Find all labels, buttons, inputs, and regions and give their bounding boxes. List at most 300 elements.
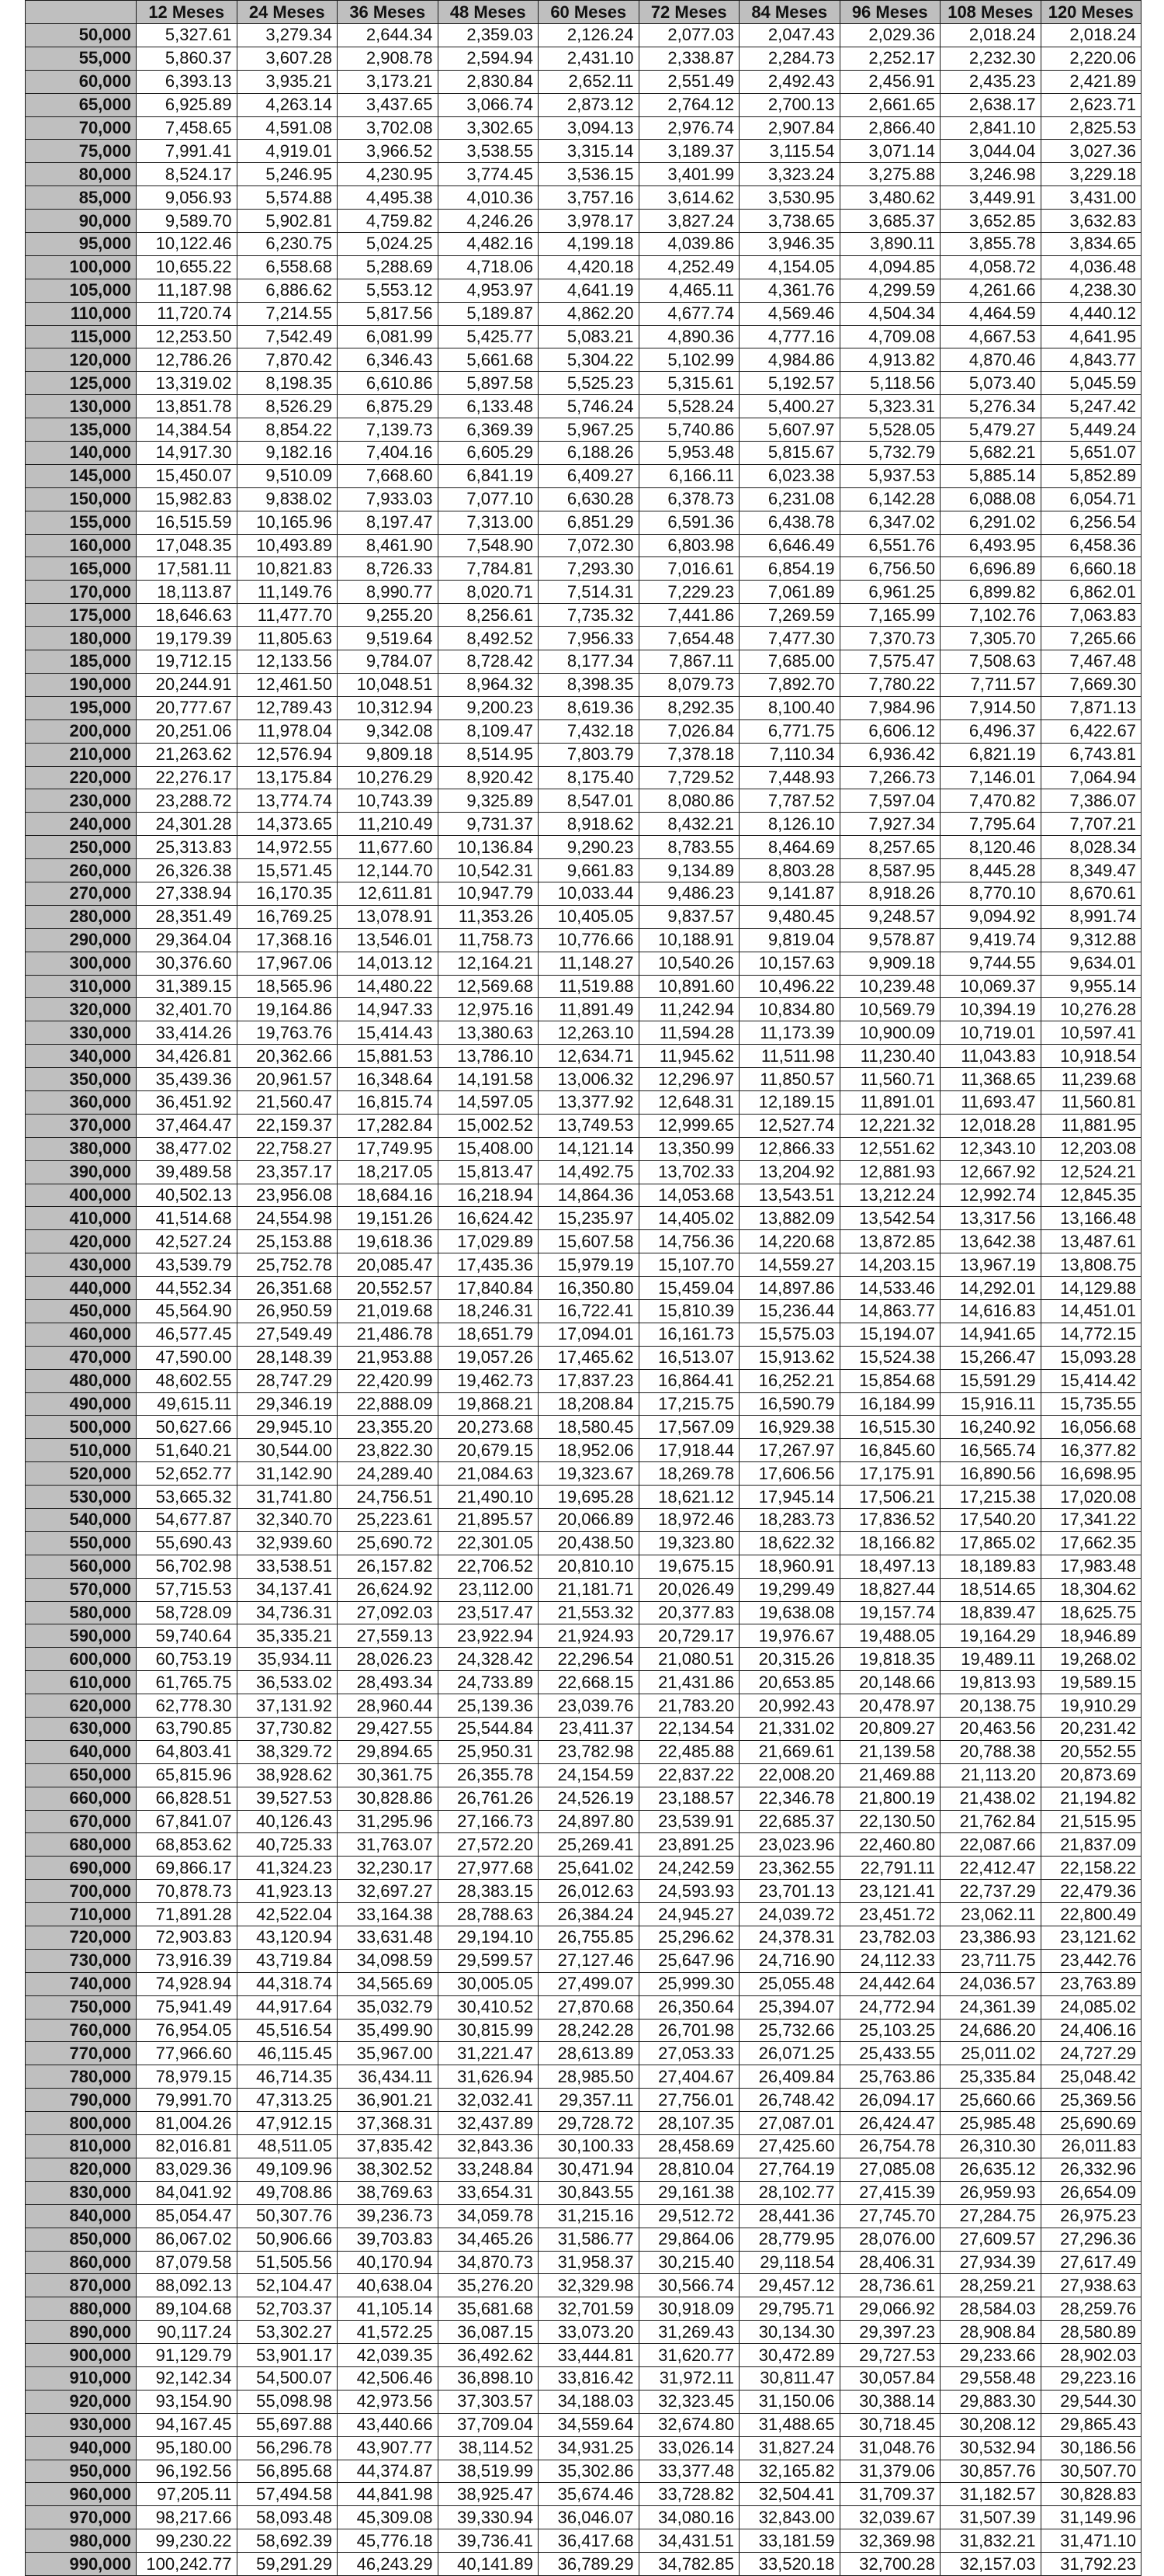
- payment-cell: 6,875.29: [338, 395, 438, 418]
- payment-cell: 60,753.19: [137, 1648, 237, 1671]
- payment-cell: 10,655.22: [137, 255, 237, 279]
- payment-cell: 15,591.29: [941, 1369, 1041, 1392]
- payment-cell: 32,700.28: [840, 2553, 941, 2576]
- payment-cell: 16,184.99: [840, 1392, 941, 1416]
- payment-cell: 20,138.75: [941, 1694, 1041, 1718]
- payment-cell: 4,953.97: [438, 279, 539, 302]
- payment-cell: 10,493.89: [237, 534, 338, 557]
- payment-cell: 28,779.95: [740, 2228, 840, 2251]
- loan-amount-cell: 410,000: [26, 1207, 137, 1230]
- payment-cell: 5,192.57: [740, 372, 840, 395]
- payment-cell: 6,054.71: [1041, 487, 1141, 511]
- payment-cell: 14,191.58: [438, 1068, 539, 1091]
- payment-cell: 22,087.66: [941, 1833, 1041, 1857]
- payment-cell: 5,682.21: [941, 442, 1041, 465]
- payment-cell: 21,560.47: [237, 1090, 338, 1114]
- payment-cell: 33,520.18: [740, 2553, 840, 2576]
- payment-cell: 38,519.99: [438, 2460, 539, 2483]
- payment-cell: 15,524.38: [840, 1346, 941, 1369]
- payment-cell: 29,795.71: [740, 2297, 840, 2321]
- table-row: [26, 557, 1141, 581]
- payment-cell: 34,080.16: [639, 2506, 740, 2529]
- payment-cell: 2,841.10: [941, 116, 1041, 140]
- loan-amount-cell: 195,000: [26, 696, 137, 719]
- payment-cell: 4,465.11: [639, 279, 740, 302]
- payment-cell: 22,276.17: [137, 766, 237, 789]
- payment-cell: 2,126.24: [539, 24, 639, 47]
- payment-cell: 5,902.81: [237, 210, 338, 233]
- table-row: [26, 1718, 1141, 1741]
- payment-cell: 12,524.21: [1041, 1160, 1141, 1184]
- payment-cell: 4,641.19: [539, 279, 639, 302]
- table-row: [26, 928, 1141, 952]
- payment-cell: 20,231.42: [1041, 1718, 1141, 1741]
- payment-cell: 14,492.75: [539, 1160, 639, 1184]
- payment-cell: 3,935.21: [237, 70, 338, 93]
- payment-cell: 5,817.56: [338, 302, 438, 325]
- header-corner-cell: [26, 1, 137, 24]
- table-row: [26, 1787, 1141, 1810]
- payment-cell: 3,827.24: [639, 210, 740, 233]
- payment-cell: 30,811.47: [740, 2366, 840, 2390]
- payment-cell: 20,085.47: [338, 1253, 438, 1277]
- payment-cell: 24,772.94: [840, 1995, 941, 2019]
- table-row: [26, 1021, 1141, 1045]
- payment-cell: 87,079.58: [137, 2251, 237, 2274]
- payment-cell: 52,652.77: [137, 1462, 237, 1486]
- payment-cell: 13,204.92: [740, 1160, 840, 1184]
- payment-cell: 33,248.84: [438, 2158, 539, 2181]
- payment-cell: 64,803.41: [137, 1740, 237, 1763]
- payment-cell: 36,492.62: [438, 2344, 539, 2367]
- payment-cell: 4,759.82: [338, 210, 438, 233]
- header-row: [26, 1, 1141, 24]
- payment-cell: 25,647.96: [639, 1949, 740, 1972]
- payment-cell: 13,774.74: [237, 789, 338, 813]
- payment-cell: 9,290.23: [539, 836, 639, 859]
- payment-cell: 14,897.86: [740, 1277, 840, 1300]
- payment-cell: 31,488.65: [740, 2413, 840, 2436]
- payment-cell: 5,073.40: [941, 372, 1041, 395]
- loan-amount-cell: 880,000: [26, 2297, 137, 2321]
- payment-cell: 28,902.03: [1041, 2344, 1141, 2367]
- payment-cell: 6,188.26: [539, 442, 639, 465]
- table-body: [26, 24, 1141, 2576]
- payment-cell: 26,624.92: [338, 1578, 438, 1601]
- payment-cell: 26,755.85: [539, 1926, 639, 1950]
- table-row: [26, 1624, 1141, 1648]
- column-header: 24 Meses: [237, 1, 338, 24]
- table-row: [26, 163, 1141, 186]
- loan-amount-cell: 80,000: [26, 163, 137, 186]
- payment-cell: 32,939.60: [237, 1531, 338, 1555]
- payment-cell: 31,832.21: [941, 2529, 1041, 2553]
- payment-cell: 5,323.31: [840, 395, 941, 418]
- payment-cell: 17,865.02: [941, 1531, 1041, 1555]
- payment-cell: 8,728.42: [438, 650, 539, 674]
- table-row: [26, 1277, 1141, 1300]
- payment-cell: 68,853.62: [137, 1833, 237, 1857]
- payment-cell: 7,061.89: [740, 581, 840, 604]
- payment-cell: 3,437.65: [338, 93, 438, 116]
- payment-cell: 6,496.37: [941, 719, 1041, 743]
- payment-cell: 3,027.36: [1041, 140, 1141, 163]
- payment-cell: 15,607.58: [539, 1230, 639, 1253]
- payment-cell: 7,072.30: [539, 534, 639, 557]
- loan-amount-cell: 560,000: [26, 1555, 137, 1578]
- payment-cell: 29,864.06: [639, 2228, 740, 2251]
- loan-amount-cell: 150,000: [26, 487, 137, 511]
- payment-cell: 27,085.08: [840, 2158, 941, 2181]
- loan-amount-cell: 440,000: [26, 1277, 137, 1300]
- loan-amount-cell: 710,000: [26, 1903, 137, 1926]
- payment-cell: 27,549.49: [237, 1323, 338, 1346]
- payment-cell: 36,434.11: [338, 2065, 438, 2089]
- payment-cell: 39,330.94: [438, 2506, 539, 2529]
- payment-cell: 15,810.39: [639, 1299, 740, 1323]
- payment-cell: 21,762.84: [941, 1810, 1041, 1833]
- payment-cell: 12,164.21: [438, 952, 539, 975]
- payment-cell: 7,110.34: [740, 743, 840, 766]
- payment-cell: 26,975.23: [1041, 2204, 1141, 2228]
- payment-cell: 9,480.45: [740, 905, 840, 928]
- payment-cell: 6,347.02: [840, 511, 941, 534]
- payment-cell: 9,200.23: [438, 696, 539, 719]
- payment-cell: 31,471.10: [1041, 2529, 1141, 2553]
- payment-cell: 14,292.01: [941, 1277, 1041, 1300]
- payment-cell: 7,542.49: [237, 325, 338, 348]
- payment-cell: 7,685.00: [740, 650, 840, 674]
- payment-cell: 21,486.78: [338, 1323, 438, 1346]
- payment-cell: 10,776.66: [539, 928, 639, 952]
- payment-cell: 30,208.12: [941, 2413, 1041, 2436]
- payment-cell: 21,019.68: [338, 1299, 438, 1323]
- payment-cell: 47,912.15: [237, 2112, 338, 2135]
- payment-cell: 24,716.90: [740, 1949, 840, 1972]
- payment-cell: 3,044.04: [941, 140, 1041, 163]
- payment-cell: 29,945.10: [237, 1416, 338, 1439]
- payment-cell: 18,839.47: [941, 1601, 1041, 1624]
- payment-cell: 16,515.30: [840, 1416, 941, 1439]
- payment-cell: 3,834.65: [1041, 233, 1141, 256]
- payment-cell: 14,863.77: [840, 1299, 941, 1323]
- payment-cell: 33,816.42: [539, 2366, 639, 2390]
- payment-cell: 18,827.44: [840, 1578, 941, 1601]
- payment-cell: 4,718.06: [438, 255, 539, 279]
- payment-cell: 23,062.11: [941, 1903, 1041, 1926]
- loan-amount-cell: 910,000: [26, 2366, 137, 2390]
- payment-cell: 85,054.47: [137, 2204, 237, 2228]
- payment-cell: 31,620.77: [639, 2344, 740, 2367]
- table-row: [26, 2181, 1141, 2204]
- payment-cell: 19,976.67: [740, 1624, 840, 1648]
- loan-amount-cell: 340,000: [26, 1045, 137, 1068]
- payment-cell: 28,076.00: [840, 2228, 941, 2251]
- payment-cell: 15,571.45: [237, 859, 338, 882]
- payment-cell: 4,094.85: [840, 255, 941, 279]
- payment-cell: 21,669.61: [740, 1740, 840, 1763]
- payment-cell: 20,788.38: [941, 1740, 1041, 1763]
- payment-cell: 4,299.59: [840, 279, 941, 302]
- payment-cell: 9,141.87: [740, 882, 840, 905]
- loan-amount-cell: 790,000: [26, 2089, 137, 2112]
- payment-cell: 12,221.32: [840, 1114, 941, 1137]
- payment-cell: 31,827.24: [740, 2436, 840, 2460]
- payment-cell: 13,808.75: [1041, 1253, 1141, 1277]
- payment-cell: 43,440.66: [338, 2413, 438, 2436]
- loan-amount-cell: 670,000: [26, 1810, 137, 1833]
- loan-amount-cell: 890,000: [26, 2321, 137, 2344]
- payment-cell: 37,464.47: [137, 1114, 237, 1137]
- payment-cell: 22,685.37: [740, 1810, 840, 1833]
- payment-cell: 28,441.36: [740, 2204, 840, 2228]
- payment-cell: 20,026.49: [639, 1578, 740, 1601]
- table-row: [26, 859, 1141, 882]
- payment-cell: 5,118.56: [840, 372, 941, 395]
- payment-cell: 44,917.64: [237, 1995, 338, 2019]
- payment-cell: 18,622.32: [740, 1531, 840, 1555]
- loan-amount-cell: 470,000: [26, 1346, 137, 1369]
- payment-cell: 20,438.50: [539, 1531, 639, 1555]
- payment-cell: 20,362.66: [237, 1045, 338, 1068]
- payment-cell: 34,931.25: [539, 2436, 639, 2460]
- payment-cell: 13,786.10: [438, 1045, 539, 1068]
- payment-cell: 25,055.48: [740, 1972, 840, 1995]
- payment-cell: 21,895.57: [438, 1509, 539, 1532]
- payment-cell: 16,170.35: [237, 882, 338, 905]
- payment-cell: 12,866.33: [740, 1137, 840, 1160]
- payment-cell: 15,575.03: [740, 1323, 840, 1346]
- payment-cell: 17,606.56: [740, 1462, 840, 1486]
- loan-amount-cell: 290,000: [26, 928, 137, 952]
- payment-cell: 46,115.45: [237, 2042, 338, 2065]
- payment-cell: 30,057.84: [840, 2366, 941, 2390]
- payment-cell: 36,087.15: [438, 2321, 539, 2344]
- payment-cell: 28,810.04: [639, 2158, 740, 2181]
- column-header: 36 Meses: [338, 1, 438, 24]
- payment-cell: 10,918.54: [1041, 1045, 1141, 1068]
- payment-cell: 27,559.13: [338, 1624, 438, 1648]
- payment-cell: 32,674.80: [639, 2413, 740, 2436]
- payment-cell: 29,728.72: [539, 2112, 639, 2135]
- payment-cell: 98,217.66: [137, 2506, 237, 2529]
- payment-cell: 5,400.27: [740, 395, 840, 418]
- payment-cell: 4,230.95: [338, 163, 438, 186]
- payment-cell: 16,698.95: [1041, 1462, 1141, 1486]
- payment-cell: 49,708.86: [237, 2181, 338, 2204]
- payment-cell: 28,580.89: [1041, 2321, 1141, 2344]
- payment-cell: 7,787.52: [740, 789, 840, 813]
- payment-cell: 9,955.14: [1041, 975, 1141, 998]
- loan-amount-cell: 380,000: [26, 1137, 137, 1160]
- payment-cell: 77,966.60: [137, 2042, 237, 2065]
- payment-cell: 4,252.49: [639, 255, 740, 279]
- loan-amount-cell: 130,000: [26, 395, 137, 418]
- payment-cell: 18,651.79: [438, 1323, 539, 1346]
- table-row: [26, 1857, 1141, 1880]
- loan-amount-cell: 85,000: [26, 186, 137, 210]
- payment-cell: 20,729.17: [639, 1624, 740, 1648]
- payment-cell: 23,362.55: [740, 1857, 840, 1880]
- payment-cell: 21,331.02: [740, 1718, 840, 1741]
- payment-cell: 7,063.83: [1041, 604, 1141, 627]
- payment-cell: 18,621.12: [639, 1486, 740, 1509]
- payment-cell: 25,296.62: [639, 1926, 740, 1950]
- payment-cell: 25,223.61: [338, 1509, 438, 1532]
- payment-cell: 72,903.83: [137, 1926, 237, 1950]
- payment-cell: 9,909.18: [840, 952, 941, 975]
- payment-cell: 6,142.28: [840, 487, 941, 511]
- payment-cell: 37,303.57: [438, 2390, 539, 2413]
- payment-cell: 35,681.68: [438, 2297, 539, 2321]
- payment-cell: 13,078.91: [338, 905, 438, 928]
- payment-cell: 9,744.55: [941, 952, 1041, 975]
- table-row: [26, 2529, 1141, 2553]
- payment-cell: 6,862.01: [1041, 581, 1141, 604]
- table-row: [26, 279, 1141, 302]
- loan-amount-cell: 840,000: [26, 2204, 137, 2228]
- payment-cell: 27,425.60: [740, 2135, 840, 2158]
- payment-cell: 16,769.25: [237, 905, 338, 928]
- payment-cell: 7,214.55: [237, 302, 338, 325]
- payment-cell: 2,252.17: [840, 47, 941, 70]
- payment-cell: 24,039.72: [740, 1903, 840, 1926]
- table-row: [26, 743, 1141, 766]
- payment-cell: 9,510.09: [237, 464, 338, 487]
- payment-cell: 34,188.03: [539, 2390, 639, 2413]
- loan-amount-cell: 810,000: [26, 2135, 137, 2158]
- payment-cell: 16,056.68: [1041, 1416, 1141, 1439]
- payment-cell: 12,999.65: [639, 1114, 740, 1137]
- payment-cell: 31,741.80: [237, 1486, 338, 1509]
- payment-cell: 42,527.24: [137, 1230, 237, 1253]
- table-row: [26, 766, 1141, 789]
- payment-cell: 22,346.78: [740, 1787, 840, 1810]
- payment-cell: 7,229.23: [639, 581, 740, 604]
- table-row: [26, 2553, 1141, 2576]
- payment-cell: 45,309.08: [338, 2506, 438, 2529]
- payment-cell: 6,393.13: [137, 70, 237, 93]
- payment-cell: 26,326.38: [137, 859, 237, 882]
- payment-cell: 22,460.80: [840, 1833, 941, 1857]
- payment-cell: 33,377.48: [639, 2460, 740, 2483]
- payment-cell: 24,328.42: [438, 1648, 539, 1671]
- payment-cell: 59,291.29: [237, 2553, 338, 2576]
- payment-cell: 7,432.18: [539, 719, 639, 743]
- payment-cell: 5,449.24: [1041, 418, 1141, 442]
- payment-cell: 20,961.57: [237, 1068, 338, 1091]
- table-row: [26, 348, 1141, 372]
- payment-cell: 33,073.20: [539, 2321, 639, 2344]
- payment-cell: 7,470.82: [941, 789, 1041, 813]
- payment-cell: 24,036.57: [941, 1972, 1041, 1995]
- payment-cell: 30,815.99: [438, 2019, 539, 2042]
- payment-cell: 27,609.57: [941, 2228, 1041, 2251]
- payment-cell: 23,891.25: [639, 1833, 740, 1857]
- payment-cell: 42,973.56: [338, 2390, 438, 2413]
- payment-cell: 13,542.54: [840, 1207, 941, 1230]
- payment-cell: 49,109.96: [237, 2158, 338, 2181]
- payment-cell: 22,800.49: [1041, 1903, 1141, 1926]
- payment-cell: 10,136.84: [438, 836, 539, 859]
- payment-cell: 18,497.13: [840, 1555, 941, 1578]
- loan-amount-cell: 530,000: [26, 1486, 137, 1509]
- payment-cell: 33,164.38: [338, 1903, 438, 1926]
- table-row: [26, 2274, 1141, 2297]
- payment-cell: 19,157.74: [840, 1601, 941, 1624]
- payment-cell: 22,130.50: [840, 1810, 941, 1833]
- payment-cell: 10,597.41: [1041, 1021, 1141, 1045]
- payment-cell: 37,368.31: [338, 2112, 438, 2135]
- payment-cell: 4,777.16: [740, 325, 840, 348]
- payment-cell: 50,307.76: [237, 2204, 338, 2228]
- loan-amount-cell: 165,000: [26, 557, 137, 581]
- payment-cell: 22,668.15: [539, 1671, 639, 1694]
- payment-cell: 5,661.68: [438, 348, 539, 372]
- payment-cell: 7,933.03: [338, 487, 438, 511]
- payment-cell: 11,149.76: [237, 581, 338, 604]
- payment-cell: 14,917.30: [137, 442, 237, 465]
- payment-cell: 59,740.64: [137, 1624, 237, 1648]
- payment-cell: 7,729.52: [639, 766, 740, 789]
- payment-cell: 65,815.96: [137, 1763, 237, 1787]
- payment-cell: 12,133.56: [237, 650, 338, 674]
- payment-cell: 70,878.73: [137, 1880, 237, 1903]
- payment-cell: 32,697.27: [338, 1880, 438, 1903]
- payment-cell: 24,242.59: [639, 1857, 740, 1880]
- payment-cell: 40,170.94: [338, 2251, 438, 2274]
- payment-cell: 30,507.70: [1041, 2460, 1141, 2483]
- payment-cell: 57,494.58: [237, 2483, 338, 2506]
- payment-cell: 10,891.60: [639, 975, 740, 998]
- payment-cell: 18,646.63: [137, 604, 237, 627]
- payment-cell: 16,513.07: [639, 1346, 740, 1369]
- payment-cell: 12,667.92: [941, 1160, 1041, 1184]
- payment-cell: 19,164.86: [237, 998, 338, 1021]
- payment-cell: 66,828.51: [137, 1787, 237, 1810]
- payment-cell: 20,244.91: [137, 673, 237, 696]
- table-row: [26, 372, 1141, 395]
- payment-cell: 30,857.76: [941, 2460, 1041, 2483]
- payment-cell: 26,701.98: [639, 2019, 740, 2042]
- payment-cell: 5,732.79: [840, 442, 941, 465]
- payment-cell: 4,482.16: [438, 233, 539, 256]
- payment-cell: 35,276.20: [438, 2274, 539, 2297]
- payment-cell: 25,985.48: [941, 2112, 1041, 2135]
- payment-cell: 99,230.22: [137, 2529, 237, 2553]
- payment-cell: 51,640.21: [137, 1439, 237, 1462]
- payment-cell: 6,743.81: [1041, 743, 1141, 766]
- payment-cell: 46,714.35: [237, 2065, 338, 2089]
- payment-cell: 29,544.30: [1041, 2390, 1141, 2413]
- payment-cell: 23,386.93: [941, 1926, 1041, 1950]
- payment-cell: 25,690.69: [1041, 2112, 1141, 2135]
- payment-cell: 36,451.92: [137, 1090, 237, 1114]
- table-row: [26, 789, 1141, 813]
- payment-cell: 3,890.11: [840, 233, 941, 256]
- payment-cell: 17,215.38: [941, 1486, 1041, 1509]
- payment-cell: 8,109.47: [438, 719, 539, 743]
- payment-cell: 21,080.51: [639, 1648, 740, 1671]
- payment-cell: 28,908.84: [941, 2321, 1041, 2344]
- payment-cell: 2,825.53: [1041, 116, 1141, 140]
- table-row: [26, 418, 1141, 442]
- payment-cell: 53,665.32: [137, 1486, 237, 1509]
- payment-cell: 22,159.37: [237, 1114, 338, 1137]
- payment-cell: 34,465.26: [438, 2228, 539, 2251]
- payment-cell: 61,765.75: [137, 1671, 237, 1694]
- payment-cell: 18,189.83: [941, 1555, 1041, 1578]
